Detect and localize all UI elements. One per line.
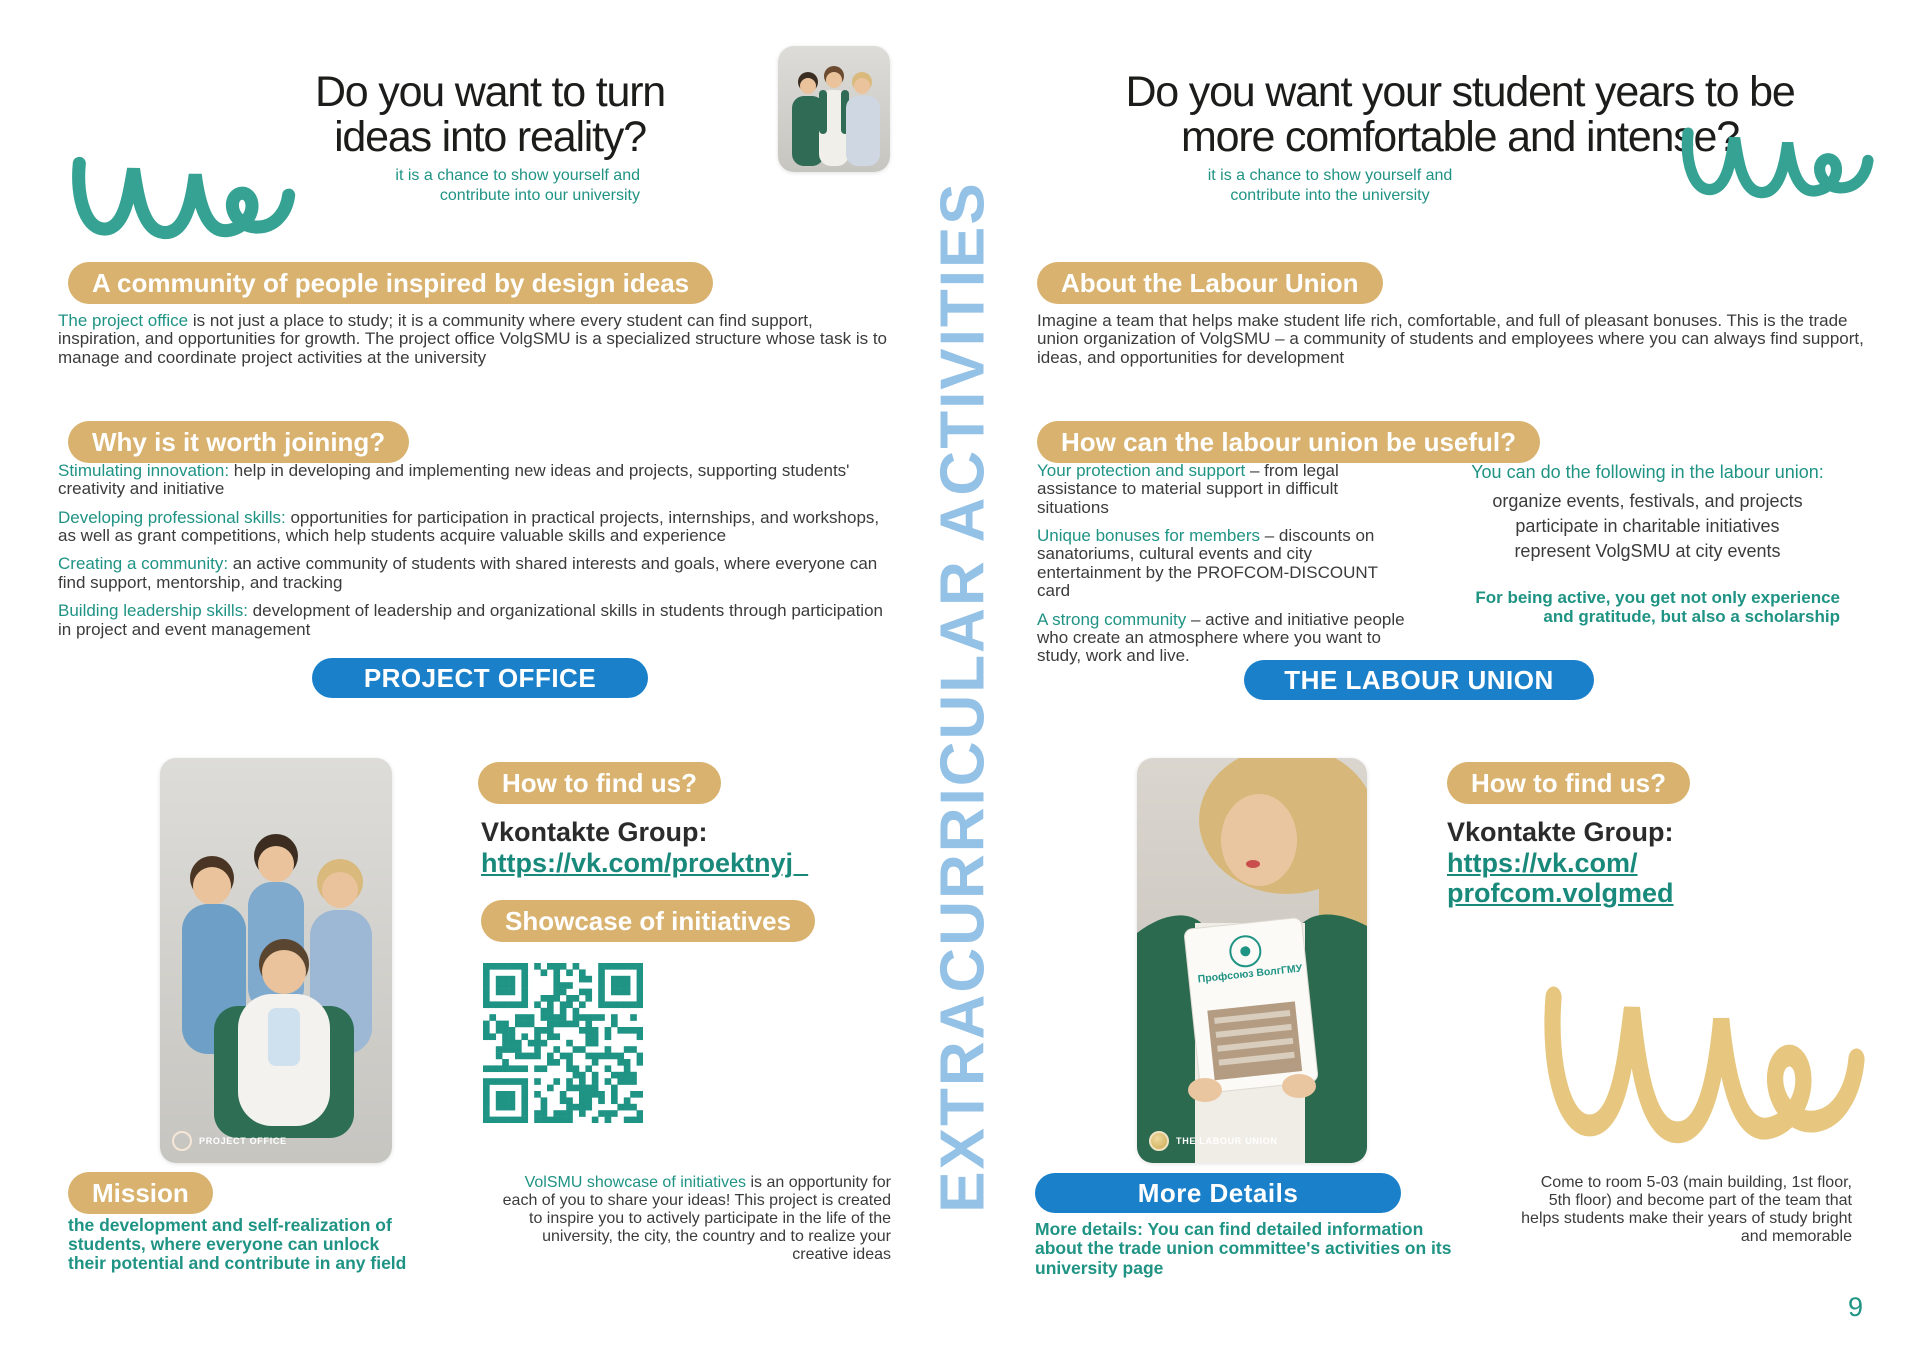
right-page-subtitle bbox=[1180, 166, 1480, 205]
union-activities-line-3: represent VolgSMU at city events bbox=[1514, 541, 1781, 562]
students-group-photo bbox=[778, 46, 890, 172]
showcase-note bbox=[495, 1174, 891, 1264]
vk-link-line-2[interactable]: profcom.volgmed bbox=[1447, 878, 1674, 909]
project-office-button[interactable]: PROJECT OFFICE bbox=[312, 658, 648, 698]
labour-union-button[interactable]: THE LABOUR UNION bbox=[1244, 660, 1594, 700]
mission-badge: Mission bbox=[68, 1172, 213, 1214]
union-activities-line-1: organize events, festivals, and projects bbox=[1492, 491, 1803, 511]
project-office-photo-label: PROJECT OFFICE bbox=[199, 1136, 287, 1146]
vk-group-link-right[interactable] bbox=[1447, 848, 1674, 908]
come-to-room-note: Come to room 5-03 (main building, 1st floor, 5th floor) and become part of the team that helps students make their years of study bright and memorable bbox=[1521, 1174, 1852, 1246]
left-page-subtitle bbox=[340, 166, 640, 205]
activity-scholarship-note: For being active, you get not only experience and gratitude, but also a scholarship bbox=[1475, 588, 1840, 627]
vk-group-link-left[interactable]: https://vk.com/proektnyj_ bbox=[481, 848, 809, 878]
project-office-photo-caption bbox=[172, 1131, 287, 1151]
vk-group-label-right: Vkontakte Group: bbox=[1447, 817, 1674, 847]
project-office-logo-icon bbox=[172, 1131, 192, 1151]
mission-text: the development and self-realization of students, where everyone can unlock their potential and contribute in any field bbox=[68, 1215, 407, 1273]
find-us-badge-right: How to find us? bbox=[1447, 762, 1690, 804]
why-item-3 bbox=[58, 555, 896, 592]
left-title-line-2: ideas into reality? bbox=[334, 112, 646, 161]
union-activities-line-2: participate in charitable initiatives bbox=[1515, 516, 1780, 537]
useful-item-3 bbox=[1037, 611, 1409, 666]
why-item-4-rest: development of leadership and organizational skills in students through participation in project and event management bbox=[58, 601, 883, 639]
right-title-line-2: more comfortable and intense? bbox=[1181, 112, 1739, 161]
intro-rest: is not just a place to study; it is a community where every student can find support, inspiration, and opportunities for growth. The project office VolgSMU is a specialized structure whose task is to manage and coordinate project activities at the university bbox=[58, 311, 888, 367]
why-item-2-lead: Developing professional skills: bbox=[58, 507, 286, 527]
more-details-text: More details: You can find detailed information about the trade union committee's activities on its university page bbox=[1035, 1219, 1452, 1278]
why-item-2-rest: opportunities for participation in practical projects, internships, and workshops, as well as grant competitions, which help students acquire valuable skills and experience bbox=[58, 507, 880, 546]
labour-union-photo bbox=[1137, 758, 1367, 1163]
page-number: 9 bbox=[1848, 1292, 1864, 1322]
project-office-photo bbox=[160, 758, 392, 1163]
labour-union-logo-icon bbox=[1149, 1131, 1169, 1151]
why-item-4 bbox=[58, 602, 896, 639]
useful-item-1-rest: – from legal assistance to material support in difficult situations bbox=[1037, 461, 1339, 517]
why-item-4-lead: Building leadership skills: bbox=[58, 601, 248, 621]
right-title-line-1: Do you want your student years to be bbox=[1125, 68, 1795, 116]
why-join-list bbox=[58, 462, 896, 649]
why-join-badge: Why is it worth joining? bbox=[68, 421, 409, 463]
intro-lead: The project office bbox=[58, 311, 189, 330]
union-activities-heading: You can do the following in the labour union: bbox=[1471, 462, 1824, 482]
labour-union-photo-caption bbox=[1149, 1131, 1278, 1151]
useful-list bbox=[1037, 462, 1409, 676]
left-page-title bbox=[270, 70, 710, 159]
labour-union-photo-label: THE LABOUR UNION bbox=[1176, 1136, 1278, 1146]
left-subtitle-line-1: it is a chance to show yourself and bbox=[395, 167, 640, 184]
useful-item-3-rest: – active and initiative people who create an atmosphere where you want to study, work and live. bbox=[1037, 609, 1405, 666]
union-activities bbox=[1455, 462, 1840, 565]
right-subtitle-line-2: contribute into the university bbox=[1230, 186, 1430, 204]
left-title-line-1: Do you want to turn bbox=[314, 68, 666, 116]
why-item-3-rest: an active community of students with shared interests and goals, where everyone can find support, mentorship, and tracking bbox=[58, 554, 878, 592]
useful-item-2 bbox=[1037, 527, 1409, 600]
useful-item-2-rest: – discounts on sanatoriums, cultural events and city entertainment by the PROFCOM-DISCOUNT card bbox=[1037, 526, 1378, 601]
about-union-badge: About the Labour Union bbox=[1037, 262, 1383, 304]
teal-squiggle-left bbox=[70, 146, 298, 248]
useful-badge: How can the labour union be useful? bbox=[1037, 421, 1540, 463]
vk-link-line-1[interactable]: https://vk.com/ bbox=[1447, 848, 1638, 878]
find-us-badge-left: How to find us? bbox=[478, 762, 721, 804]
left-subtitle-line-2: contribute into our university bbox=[439, 186, 640, 204]
community-badge: A community of people inspired by design ideas bbox=[68, 262, 713, 304]
right-subtitle-line-1: it is a chance to show yourself and bbox=[1207, 167, 1453, 184]
useful-item-1-lead: Your protection and support bbox=[1037, 461, 1246, 480]
showcase-note-rest: is an opportunity for each of you to share your ideas! This project is created to inspire you to actively participate in the life of the university, the city, the country and to realize your creative ideas bbox=[502, 1174, 891, 1264]
why-item-1-lead: Stimulating innovation: bbox=[58, 461, 230, 480]
gold-squiggle bbox=[1540, 972, 1870, 1154]
extracurricular-banner: EXTRACURRICULAR ACTIVITIES bbox=[928, 181, 998, 1213]
showcase-qr bbox=[483, 963, 643, 1123]
about-union-paragraph: Imagine a team that helps make student life rich, comfortable, and full of pleasant bonuses. This is the trade union organization of VolgSMU – a community of students and employees where you can always find support, ideas, and opportunities for development bbox=[1037, 311, 1864, 367]
teal-squiggle-right bbox=[1680, 118, 1876, 206]
more-details-button[interactable]: More Details bbox=[1035, 1173, 1401, 1213]
intro-paragraph bbox=[58, 312, 898, 367]
useful-item-1 bbox=[1037, 462, 1409, 517]
why-item-1-rest: help in developing and implementing new ideas and projects, supporting students' creativity and initiative bbox=[58, 461, 850, 499]
useful-item-3-lead: A strong community bbox=[1037, 609, 1187, 629]
vk-group-label-left: Vkontakte Group: bbox=[481, 817, 708, 847]
showcase-note-lead: VolSMU showcase of initiatives bbox=[524, 1174, 747, 1191]
useful-item-2-lead: Unique bonuses for members bbox=[1037, 526, 1261, 546]
why-item-1 bbox=[58, 462, 896, 499]
showcase-badge: Showcase of initiatives bbox=[481, 900, 815, 942]
why-item-3-lead: Creating a community: bbox=[58, 554, 229, 574]
union-card-text: Профсоюз ВолгГМУ bbox=[1197, 962, 1303, 986]
why-item-2 bbox=[58, 509, 896, 546]
